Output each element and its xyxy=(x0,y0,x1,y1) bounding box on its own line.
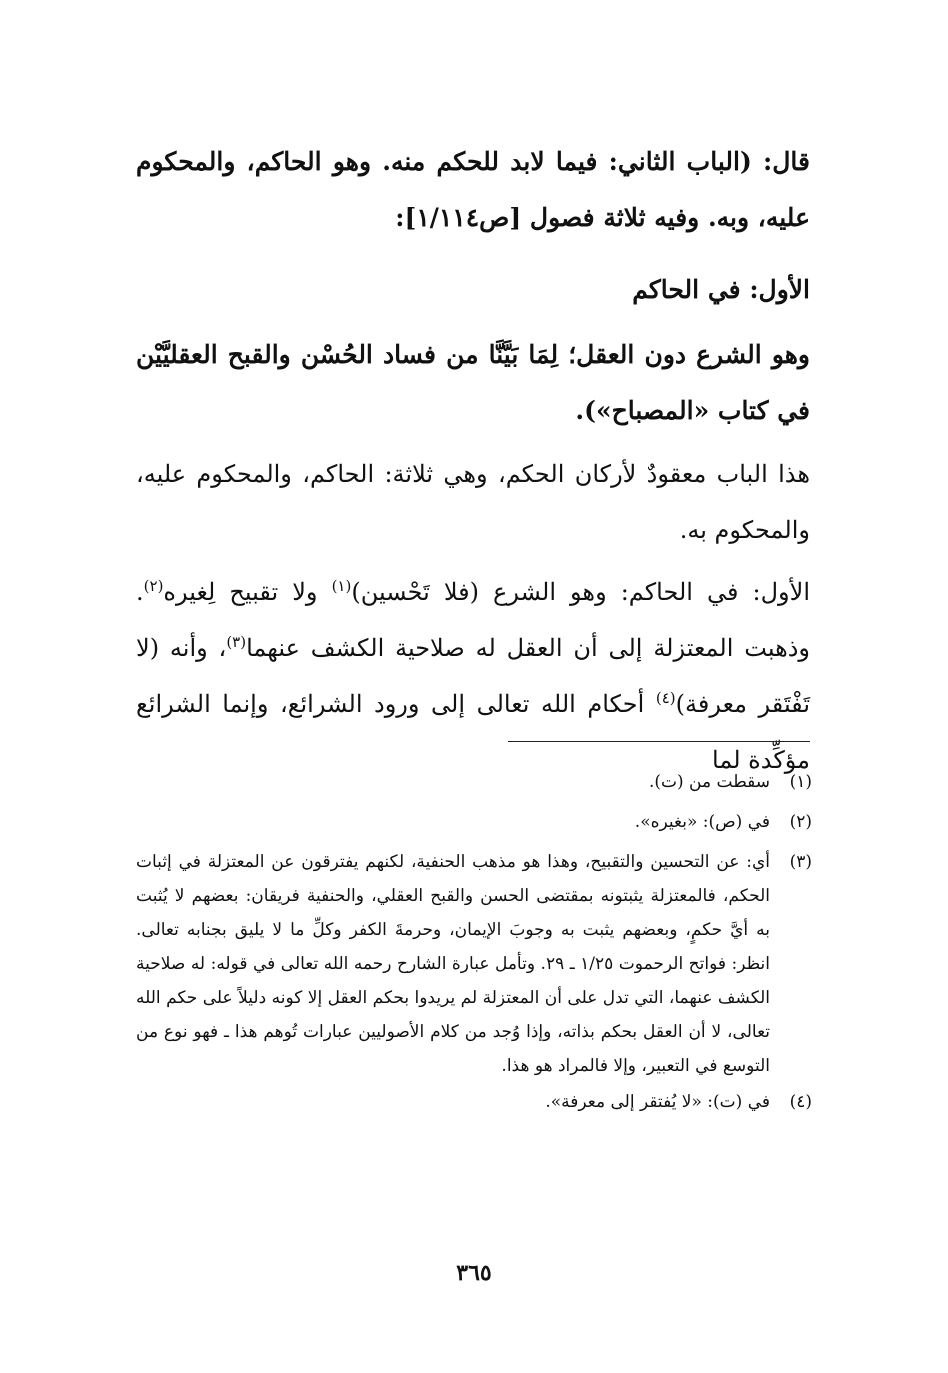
footnote-number: (١) xyxy=(789,772,812,792)
commentary-text: الأول: في الحاكم: وهو الشرع (فلا تَحْسين) xyxy=(351,578,810,606)
footnote-1 xyxy=(136,765,812,799)
page-number: ٣٦٥ xyxy=(456,1260,492,1286)
footnote-4 xyxy=(136,1085,812,1119)
matn-body-paragraph: وهو الشرع دون العقل؛ لِمَا بَيَّنَّا من فساد الحُسْن والقبح العقليَّيْن في كتاب «المصباح»). xyxy=(136,340,810,425)
footnote-text: سقطت من (ت). xyxy=(648,772,770,792)
footnote-ref-1[interactable]: (١) xyxy=(331,577,352,595)
footnote-ref-3[interactable]: (٣) xyxy=(226,633,247,651)
commentary-text: ، وأنه (لا تَفْتَقر معرفة) xyxy=(136,634,810,718)
matn-chapter-text: (الباب الثاني: فيما لابد للحكم منه. وهو الحاكم، والمحكوم عليه، وبه. وفيه ثلاثة فصول [ص١/١١٤]: xyxy=(136,147,810,232)
commentary-text: . وذهبت المعتزلة إلى أن العقل له صلاحية الكشف عنهما xyxy=(136,578,811,662)
footnote-text: أي: عن التحسين والتقبيح، وهذا هو مذهب الحنفية، لكنهم يفترقون عن المعتزلة في إثبات الحكم، فالمعتزلة يثبتونه بمقتضى الحسن والقبح العقلي، والحنفية فريقان: بعضهم لا يُثبت به أيَّ حكمٍ، وبعضهم يثبت به وجوبَ الإيمان، وحرمةَ الكفر وكلِّ ما لا يليق بجنابه تعالى. انظر: فواتح الرحموت ١/٢٥ ـ ٢٩. وتأمل عبارة الشارح رحمه الله تعالى في قوله: له صلاحية الكشف عنهما، التي تدل على أن المعتزلة لم يريدوا بحكم العقل إلا كونه دليلاً على حكم الله تعالى، لا أن العقل بحكم بذاته، وإذا وُجد من كلام الأصوليين عبارات تُوهم هذا ـ فهو نوع من التوسع في التعبير، وإلا فالمراد هو هذا. xyxy=(136,852,771,1076)
matn-lead-word: قال: xyxy=(763,147,810,176)
footnote-ref-2[interactable]: (٢) xyxy=(143,577,164,595)
footnotes-section xyxy=(136,765,812,1119)
footnote-text: في (ص): «بغيره». xyxy=(634,812,770,832)
commentary-text: ولا تقبيح لِغيره xyxy=(163,578,332,606)
footnote-number: (٢) xyxy=(789,812,812,832)
footnote-ref-4[interactable]: (٤) xyxy=(655,689,676,707)
section-heading: الأول: في الحاكم xyxy=(632,275,810,304)
footnote-number: (٤) xyxy=(789,1092,812,1112)
commentary-text: أحكام الله تعالى إلى ورود الشرائع، وإنما الشرائع مؤكِّدة لما xyxy=(136,690,810,774)
commentary-paragraph xyxy=(136,564,810,788)
matn-chapter-paragraph xyxy=(136,134,810,246)
footnote-2 xyxy=(136,805,812,839)
commentary-intro-paragraph: هذا الباب معقودٌ لأركان الحكم، وهي ثلاثة: الحاكم، والمحكوم عليه، والمحكوم به. xyxy=(136,460,810,544)
footnote-number: (٣) xyxy=(789,852,812,872)
footnote-3 xyxy=(136,845,812,1083)
footnote-separator xyxy=(508,741,810,742)
footnote-text: في (ت): «لا يُفتقر إلى معرفة». xyxy=(545,1092,770,1112)
